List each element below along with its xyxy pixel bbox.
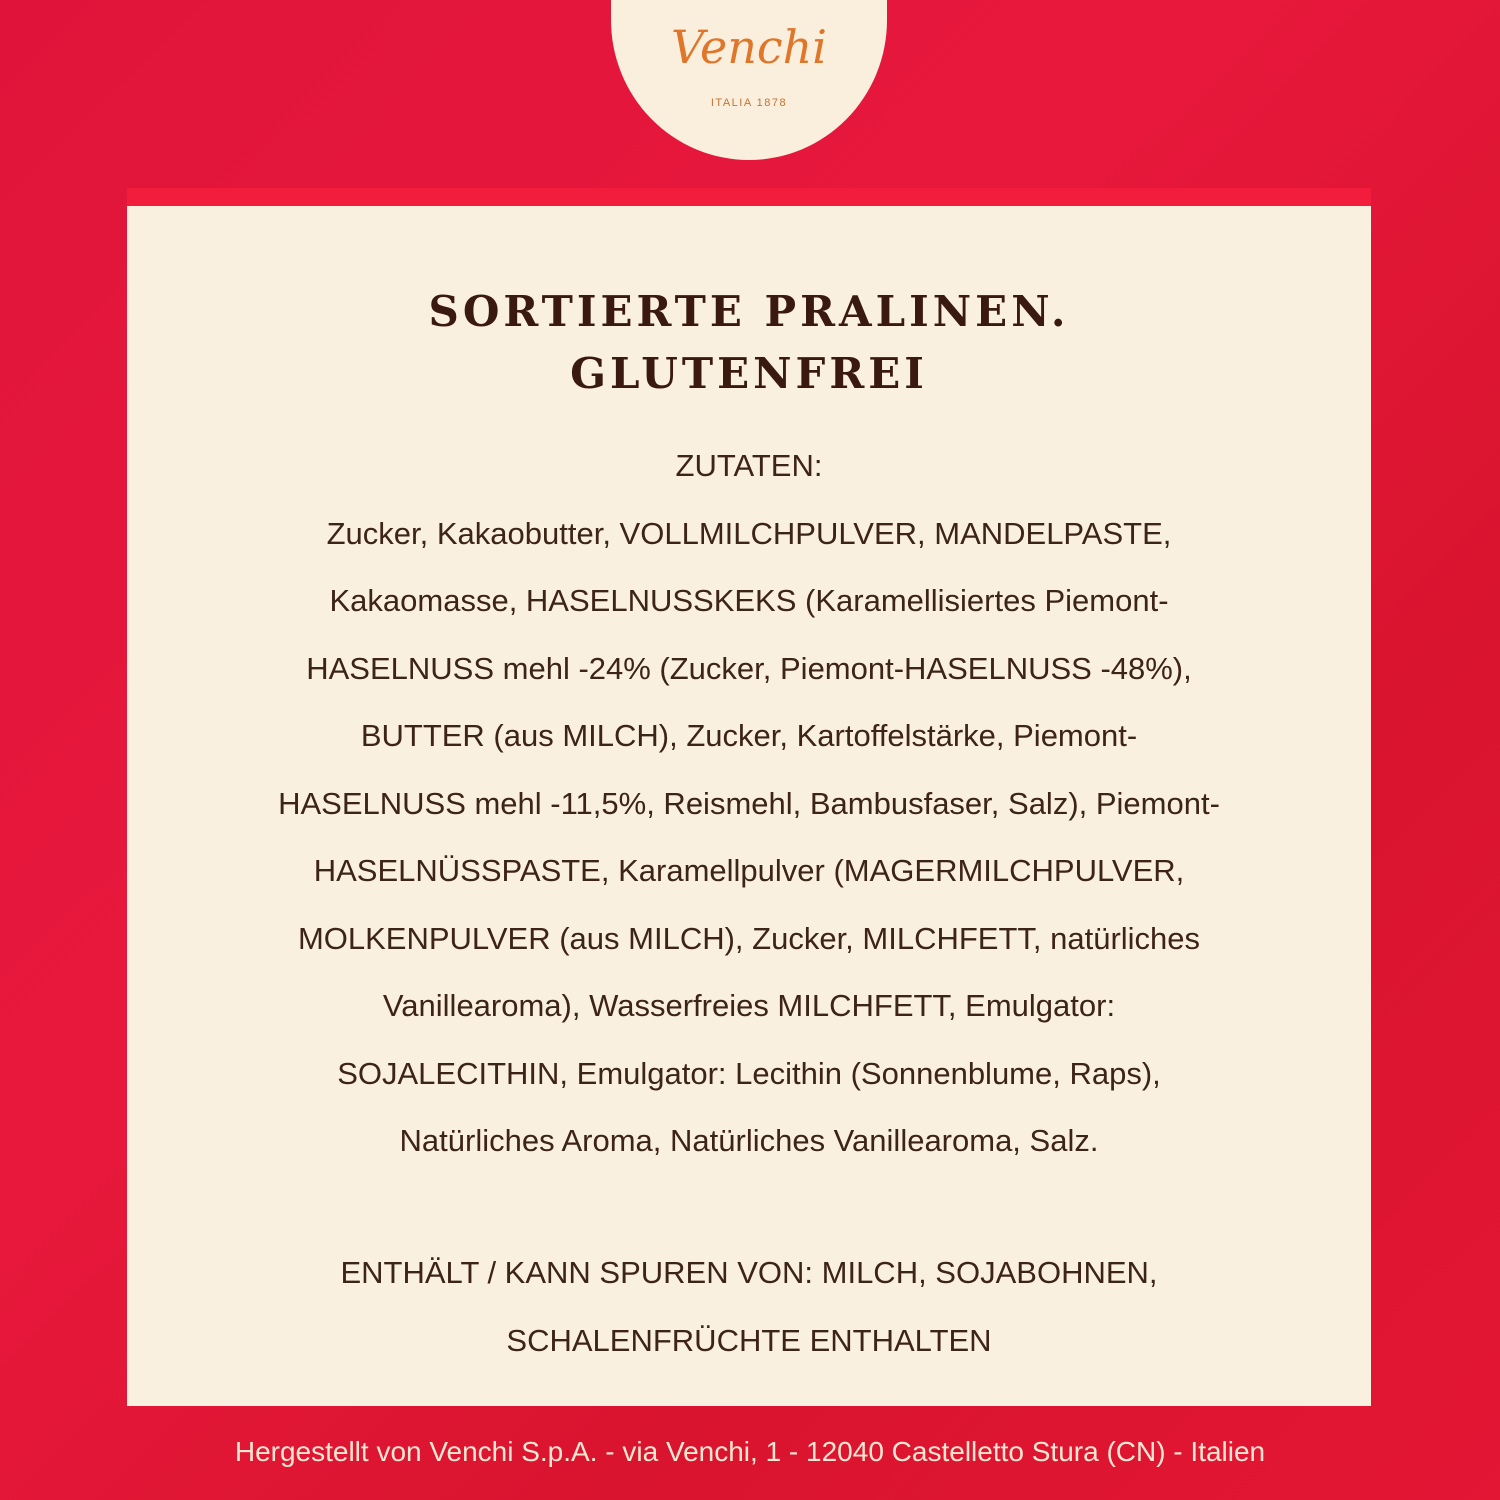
ingredient-label-panel [127,206,1371,1406]
ingredients-line: Zucker, Kakaobutter, VOLLMILCHPULVER, MANDELPASTE, [326,515,1172,551]
brand-logo-tagline: ITALIA 1878 [710,97,788,109]
ingredients-line: MOLKENPULVER (aus MILCH), Zucker, MILCHFETT, natürliches [297,920,1201,956]
brand-logo-wordmark: Venchi [671,20,827,74]
allergens-block [127,1239,1371,1374]
manufacturer-footer: Hergestellt von Venchi S.p.A. - via Venchi, 1 - 12040 Castelletto Stura (CN) - Italien [234,1436,1266,1467]
ingredients-block [127,432,1371,1175]
brand-logo-badge [611,0,887,160]
product-title-line-2: GLUTENFREI [570,349,928,398]
ingredients-line: HASELNÜSSPASTE, Karamellpulver (MAGERMILCHPULVER, [313,853,1185,888]
allergens-line: SCHALENFRÜCHTE ENTHALTEN [506,1322,992,1358]
ingredients-line: Kakaomasse, HASELNUSSKEKS (Karamellisiertes Piemont- [329,583,1169,618]
ingredients-line: HASELNUSS mehl -11,5%, Reismehl, Bambusfaser, Salz), Piemont- [278,785,1220,821]
ingredients-line: Natürliches Aroma, Natürliches Vanillearoma, Salz. [399,1123,1099,1158]
ingredients-line: BUTTER (aus MILCH), Zucker, Kartoffelstärke, Piemont- [360,718,1138,753]
product-title [127,281,1371,405]
panel-top-band [127,188,1371,206]
product-title-line-1: SORTIERTE PRALINEN. [428,287,1070,336]
ingredients-heading: ZUTATEN: [675,448,823,483]
allergens-line: ENTHÄLT / KANN SPUREN VON: MILCH, SOJABOHNEN, [340,1255,1158,1290]
ingredients-line: HASELNUSS mehl -24% (Zucker, Piemont-HASELNUSS -48%), [306,650,1192,686]
ingredients-line: SOJALECITHIN, Emulgator: Lecithin (Sonnenblume, Raps), [337,1055,1161,1091]
ingredients-line: Vanillearoma), Wasserfreies MILCHFETT, Emulgator: [382,988,1116,1023]
